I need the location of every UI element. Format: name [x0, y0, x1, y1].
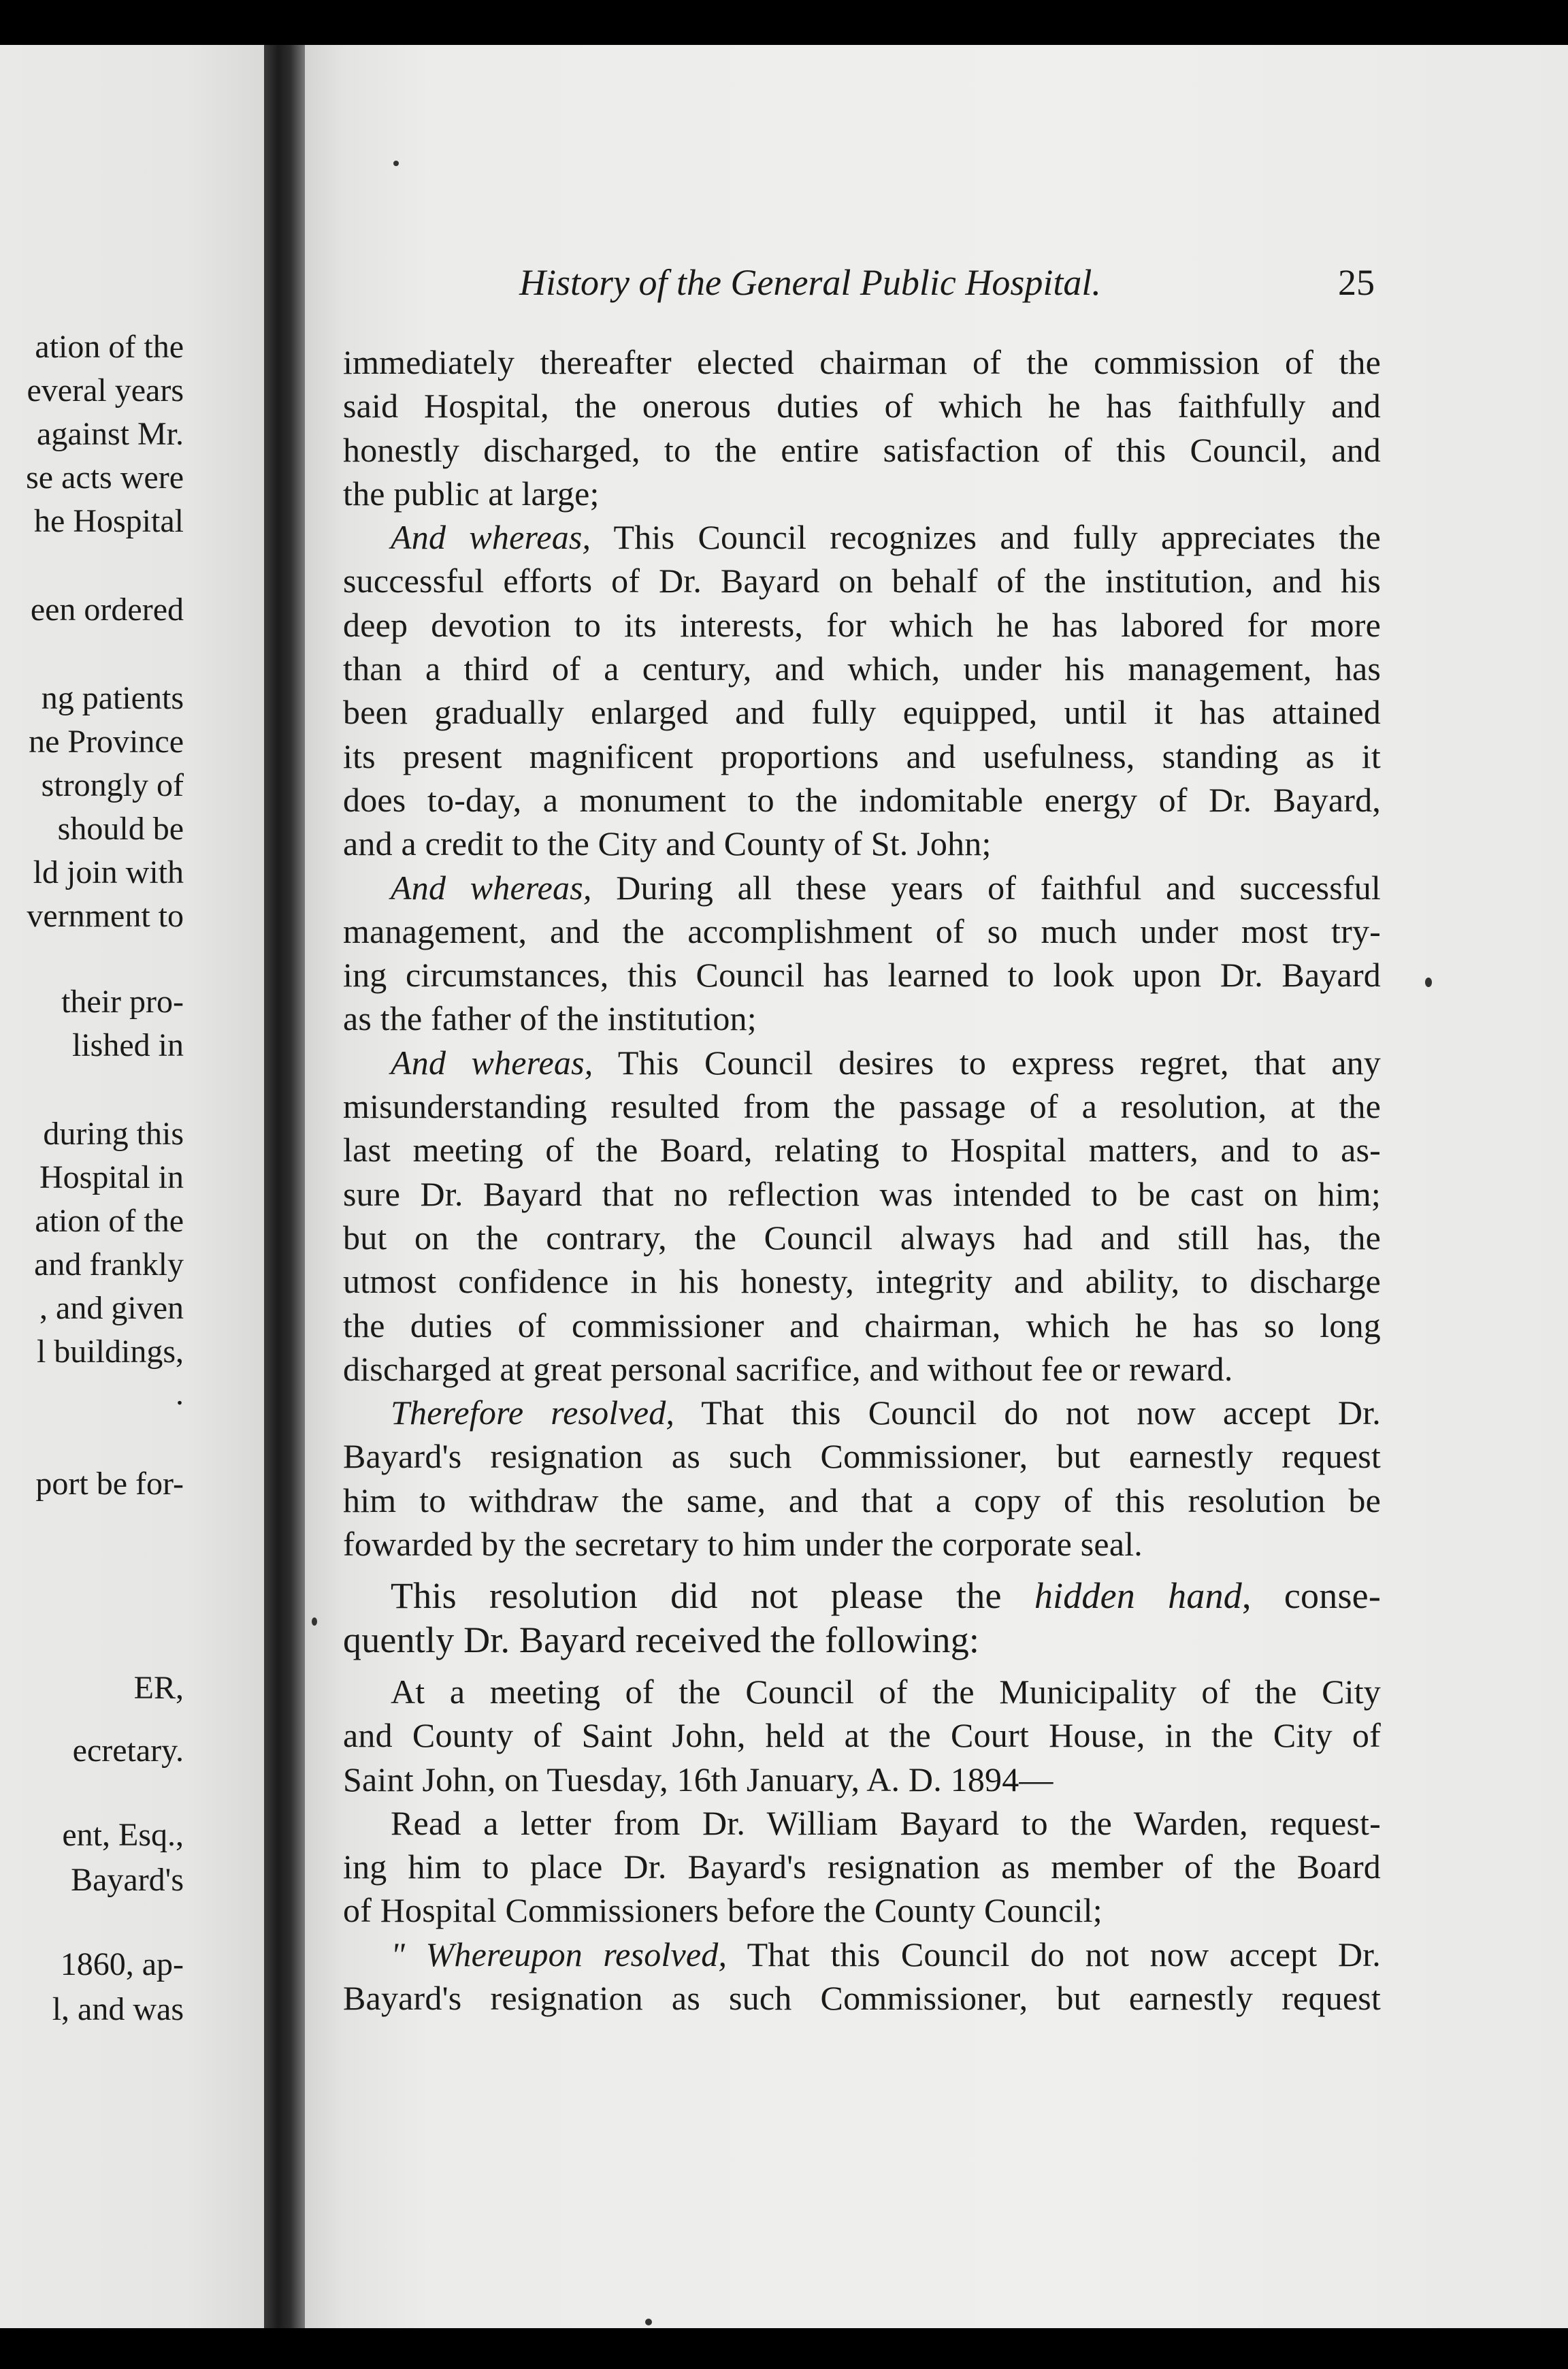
text-line: last meeting of the Board, relating to Hospital matters, and to as- — [343, 1131, 1381, 1170]
line-part: , conse- — [1241, 1575, 1382, 1617]
text-line: and County of Saint John, held at the Court House, in the City of — [343, 1716, 1381, 1755]
italic-lead: And whereas, — [391, 1043, 593, 1082]
text-line: Read a letter from Dr. William Bayard to the Warden, request- — [391, 1803, 1381, 1842]
running-head: History of the General Public Hospital. — [519, 262, 1101, 303]
left-fragment-line: l buildings, — [36, 1334, 184, 1370]
left-fragment-line: ation of the — [35, 1203, 184, 1239]
bottom-scan-border — [0, 2328, 1568, 2369]
paragraph-first-line — [343, 515, 1381, 559]
left-fragment-line: their pro- — [61, 984, 184, 1020]
line-rest: That this Council do not now accept Dr. — [727, 1935, 1381, 1973]
text-line: successful efforts of Dr. Bayard on behalf of the institution, and his — [343, 562, 1381, 600]
left-fragment-line: ng patients — [41, 680, 184, 716]
left-fragment-line: ation of the — [35, 329, 184, 365]
page-number: 25 — [1338, 262, 1375, 303]
text-line: and a credit to the City and County of St. John; — [343, 824, 992, 863]
left-fragment-line: ER, — [133, 1670, 184, 1706]
text-line: but on the contrary, the Council always had and still has, the — [343, 1218, 1381, 1257]
paragraph-first-line — [343, 1933, 1381, 1976]
left-fragment-line: ne Province — [29, 724, 184, 760]
text-line: than a third of a century, and which, under his management, has — [343, 649, 1381, 688]
left-fragment-line: against Mr. — [37, 416, 184, 452]
left-fragment-line: Bayard's — [71, 1862, 184, 1898]
text-line: discharged at great personal sacrifice, and without fee or reward. — [343, 1349, 1233, 1388]
left-fragment-line: ent, Esq., — [62, 1817, 184, 1853]
text-line: misunderstanding resulted from the passage of a resolution, at the — [343, 1087, 1381, 1126]
text-line: quently Dr. Bayard received the following: — [343, 1619, 980, 1660]
text-line: said Hospital, the onerous duties of which he has faithfully and — [343, 387, 1381, 425]
left-fragment-line: should be — [57, 811, 184, 847]
line-rest: During all these years of faithful and successful — [591, 868, 1381, 907]
left-fragment-line: strongly of — [41, 767, 184, 803]
text-line: utmost confidence in his honesty, integrity and ability, to discharge — [343, 1262, 1381, 1301]
italic-lead: And whereas, — [391, 868, 592, 907]
line-part: This resolution did not please the — [391, 1575, 1034, 1617]
page-body — [343, 340, 1381, 2020]
text-line: deep devotion to its interests, for which he has labored for more — [343, 605, 1381, 644]
text-line: the duties of commissioner and chairman, which he has so long — [343, 1306, 1381, 1344]
left-fragment-line: during this — [43, 1116, 184, 1152]
text-line: the public at large; — [343, 474, 600, 513]
left-fragment-line: . — [176, 1376, 184, 1412]
left-fragment-line: Hospital in — [39, 1159, 184, 1195]
paragraph-first-line — [343, 1574, 1381, 1617]
top-scan-border — [0, 0, 1568, 45]
text-line: sure Dr. Bayard that no reflection was intended to be cast on him; — [343, 1174, 1381, 1213]
paragraph-first-line — [343, 1041, 1381, 1084]
italic-phrase: hidden hand — [1034, 1575, 1242, 1617]
scan-speck — [645, 2319, 652, 2325]
scan-speck — [393, 161, 399, 166]
left-fragment-line: se acts were — [26, 460, 184, 496]
italic-lead: And whereas, — [391, 518, 591, 557]
book-gutter-shadow — [264, 45, 305, 2328]
left-fragment-line: he Hospital — [34, 503, 184, 539]
book-page — [305, 45, 1568, 2328]
text-line: as the father of the institution; — [343, 999, 757, 1038]
text-line: Saint John, on Tuesday, 16th January, A. D. 1894— — [343, 1760, 1054, 1799]
text-line: Bayard's resignation as such Commissioner, but earnestly request — [343, 1437, 1381, 1476]
text-line: ing circumstances, this Council has learned to look upon Dr. Bayard — [343, 956, 1381, 995]
text-line: been gradually enlarged and fully equipped, until it has attained — [343, 693, 1381, 732]
previous-page-fragment — [0, 45, 264, 2328]
left-fragment-line: ld join with — [33, 854, 184, 890]
paragraph-first-line — [343, 866, 1381, 909]
left-fragment-line: and frankly — [34, 1246, 184, 1283]
text-line: management, and the accomplishment of so much under most try- — [343, 912, 1381, 950]
line-rest: This Council recognizes and fully appreciates the — [591, 518, 1381, 557]
scan-speck — [312, 1617, 317, 1626]
text-line: him to withdraw the same, and that a copy of this resolution be — [343, 1481, 1381, 1519]
left-fragment-line: vernment to — [27, 898, 184, 934]
left-fragment-line: everal years — [27, 372, 184, 408]
left-fragment-line: , and given — [39, 1290, 184, 1326]
left-fragment-line: een ordered — [30, 592, 184, 628]
line-rest: This Council desires to express regret, that any — [593, 1043, 1381, 1082]
text-line: fowarded by the secretary to him under the corporate seal. — [343, 1525, 1143, 1564]
text-line: its present magnificent proportions and usefulness, standing as it — [343, 737, 1381, 775]
text-line: immediately thereafter elected chairman of the commission of the — [343, 343, 1381, 381]
italic-lead: Therefore resolved, — [391, 1393, 675, 1432]
text-line: does to-day, a monument to the indomitable energy of Dr. Bayard, — [343, 780, 1381, 819]
line-rest: That this Council do not now accept Dr. — [674, 1393, 1382, 1432]
left-fragment-line: port be for- — [35, 1466, 184, 1502]
text-line: of Hospital Commissioners before the County Council; — [343, 1891, 1102, 1930]
left-fragment-line: ecretary. — [72, 1733, 184, 1769]
text-line: Bayard's resignation as such Commissioner, but earnestly request — [343, 1978, 1381, 2017]
left-fragment-line: l, and was — [52, 1991, 184, 2027]
left-fragment-line: lished in — [72, 1027, 184, 1063]
left-fragment-line: 1860, ap- — [60, 1946, 184, 1982]
paragraph-first-line — [343, 1391, 1381, 1434]
italic-lead: " Whereupon resolved, — [391, 1935, 728, 1973]
text-line: ing him to place Dr. Bayard's resignation as member of the Board — [343, 1848, 1381, 1886]
text-line: honestly discharged, to the entire satisfaction of this Council, and — [343, 430, 1381, 469]
text-line: At a meeting of the Council of the Municipality of the City — [391, 1672, 1381, 1711]
scan-speck — [1425, 978, 1432, 987]
